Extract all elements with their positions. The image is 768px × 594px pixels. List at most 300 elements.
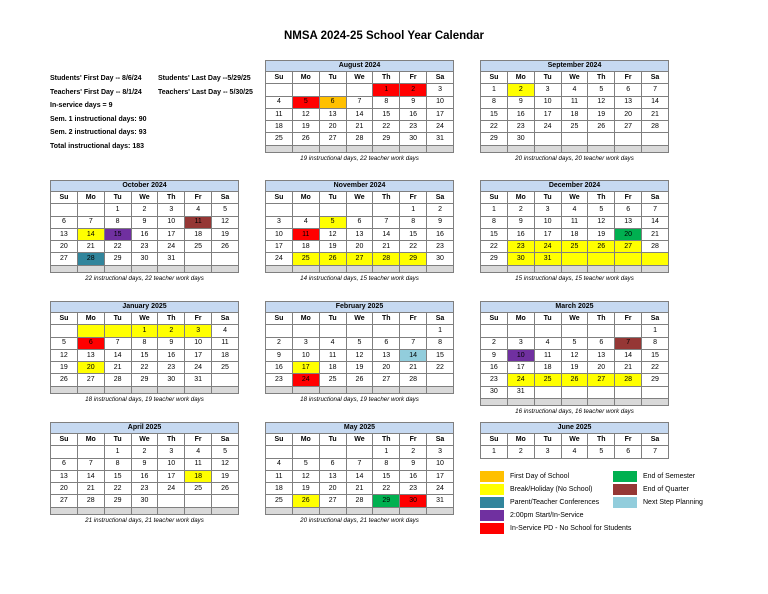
day-cell: 28 bbox=[400, 374, 427, 386]
weekday-header: Su bbox=[481, 434, 508, 446]
day-cell: 5 bbox=[588, 84, 615, 96]
day-cell: 17 bbox=[427, 108, 454, 120]
weekday-header: Tu bbox=[534, 72, 561, 84]
month-title: June 2025 bbox=[481, 423, 669, 434]
empty-cell bbox=[534, 325, 561, 337]
legend-swatch bbox=[480, 484, 504, 495]
day-cell: 8 bbox=[642, 337, 669, 349]
page-title: NMSA 2024-25 School Year Calendar bbox=[283, 30, 485, 42]
day-cell: 25 bbox=[266, 133, 293, 145]
day-cell: 4 bbox=[266, 96, 293, 108]
day-cell: 26 bbox=[212, 483, 239, 495]
day-cell: 1 bbox=[427, 325, 454, 337]
summary-text: Teachers' First Day -- 8/1/24 bbox=[50, 88, 142, 96]
month-title: March 2025 bbox=[481, 302, 669, 313]
day-cell: 18 bbox=[185, 470, 212, 482]
weekday-header: Mo bbox=[292, 434, 319, 446]
weekday-header: Th bbox=[373, 72, 400, 84]
spacer-cell bbox=[373, 507, 400, 514]
empty-cell bbox=[51, 204, 78, 216]
day-cell: 25 bbox=[185, 241, 212, 253]
empty-cell bbox=[507, 325, 534, 337]
day-cell: 7 bbox=[77, 216, 104, 228]
spacer-cell bbox=[319, 386, 346, 393]
day-cell: 31 bbox=[158, 253, 185, 265]
spacer-cell bbox=[427, 386, 454, 393]
spacer-cell bbox=[104, 386, 131, 393]
day-cell: 22 bbox=[400, 241, 427, 253]
day-cell: 29 bbox=[400, 253, 427, 265]
day-cell: 7 bbox=[642, 204, 669, 216]
day-cell: 30 bbox=[400, 495, 427, 507]
day-cell: 19 bbox=[51, 362, 78, 374]
day-cell: 26 bbox=[51, 374, 78, 386]
day-cell: 19 bbox=[588, 228, 615, 240]
day-cell: 26 bbox=[292, 133, 319, 145]
day-cell: 3 bbox=[427, 84, 454, 96]
day-cell: 17 bbox=[158, 228, 185, 240]
day-cell: 17 bbox=[158, 470, 185, 482]
day-cell: 1 bbox=[104, 204, 131, 216]
day-cell: 10 bbox=[534, 216, 561, 228]
day-cell: 2 bbox=[507, 446, 534, 458]
day-cell: 15 bbox=[427, 349, 454, 361]
day-cell: 14 bbox=[615, 349, 642, 361]
day-cell: 21 bbox=[400, 362, 427, 374]
day-cell: 31 bbox=[185, 374, 212, 386]
weekday-header: Tu bbox=[534, 434, 561, 446]
day-cell: 6 bbox=[77, 337, 104, 349]
day-cell: 27 bbox=[51, 253, 78, 265]
day-cell: 24 bbox=[427, 483, 454, 495]
empty-cell bbox=[346, 446, 373, 458]
day-cell: 6 bbox=[319, 458, 346, 470]
empty-cell bbox=[481, 325, 508, 337]
day-cell: 23 bbox=[266, 374, 293, 386]
day-cell: 10 bbox=[266, 228, 293, 240]
month-note: 18 instructional days, 19 teacher work days bbox=[300, 395, 419, 403]
day-cell: 7 bbox=[400, 337, 427, 349]
weekday-header: Su bbox=[481, 192, 508, 204]
spacer-cell bbox=[319, 145, 346, 152]
weekday-header: Sa bbox=[212, 192, 239, 204]
weekday-header: Sa bbox=[642, 72, 669, 84]
day-cell: 24 bbox=[534, 241, 561, 253]
day-cell: 26 bbox=[212, 241, 239, 253]
day-cell: 20 bbox=[319, 483, 346, 495]
summary-text: In-service days = 9 bbox=[50, 102, 113, 110]
empty-cell bbox=[319, 325, 346, 337]
month-title: May 2025 bbox=[266, 423, 454, 434]
day-cell: 19 bbox=[292, 121, 319, 133]
weekday-header: Fr bbox=[615, 72, 642, 84]
day-cell: 25 bbox=[534, 374, 561, 386]
day-cell: 30 bbox=[400, 133, 427, 145]
day-cell: 28 bbox=[104, 374, 131, 386]
day-cell: 23 bbox=[400, 121, 427, 133]
day-cell: 7 bbox=[77, 458, 104, 470]
day-cell: 22 bbox=[481, 241, 508, 253]
day-cell: 10 bbox=[158, 458, 185, 470]
day-cell: 25 bbox=[561, 241, 588, 253]
day-cell: 17 bbox=[534, 228, 561, 240]
weekday-header: We bbox=[346, 72, 373, 84]
spacer-cell bbox=[292, 507, 319, 514]
day-cell: 4 bbox=[266, 458, 293, 470]
empty-cell bbox=[319, 204, 346, 216]
day-cell: 30 bbox=[131, 253, 158, 265]
day-cell: 27 bbox=[615, 121, 642, 133]
day-cell: 3 bbox=[158, 204, 185, 216]
day-cell: 21 bbox=[373, 241, 400, 253]
weekday-header: Su bbox=[266, 192, 293, 204]
day-cell: 21 bbox=[346, 483, 373, 495]
empty-cell bbox=[319, 84, 346, 96]
month-calendar bbox=[50, 301, 239, 403]
day-cell: 27 bbox=[77, 374, 104, 386]
day-cell: 14 bbox=[346, 470, 373, 482]
day-cell: 5 bbox=[588, 204, 615, 216]
day-cell: 6 bbox=[51, 458, 78, 470]
day-cell: 27 bbox=[615, 241, 642, 253]
day-cell: 1 bbox=[131, 325, 158, 337]
weekday-header: Th bbox=[158, 192, 185, 204]
day-cell: 19 bbox=[346, 362, 373, 374]
legend-label: Break/Holiday (No School) bbox=[510, 486, 593, 493]
day-cell: 22 bbox=[373, 121, 400, 133]
spacer-cell bbox=[373, 386, 400, 393]
day-cell: 16 bbox=[400, 108, 427, 120]
day-cell: 24 bbox=[158, 483, 185, 495]
day-cell: 13 bbox=[319, 470, 346, 482]
day-cell: 8 bbox=[373, 458, 400, 470]
weekday-header: Sa bbox=[212, 313, 239, 325]
day-cell: 9 bbox=[400, 96, 427, 108]
day-cell: 4 bbox=[212, 325, 239, 337]
day-cell: 18 bbox=[212, 349, 239, 361]
day-cell: 5 bbox=[212, 204, 239, 216]
weekday-header: Su bbox=[481, 72, 508, 84]
empty-cell bbox=[427, 374, 454, 386]
day-cell: 15 bbox=[642, 349, 669, 361]
month-title: November 2024 bbox=[266, 181, 454, 192]
day-cell: 11 bbox=[266, 108, 293, 120]
day-cell: 27 bbox=[51, 495, 78, 507]
empty-cell bbox=[212, 495, 239, 507]
empty-cell bbox=[212, 374, 239, 386]
month-note: 20 instructional days, 21 teacher work days bbox=[300, 516, 419, 524]
spacer-cell bbox=[51, 265, 78, 272]
day-cell: 11 bbox=[561, 216, 588, 228]
weekday-header: Fr bbox=[615, 192, 642, 204]
spacer-cell bbox=[588, 145, 615, 152]
weekday-header: Sa bbox=[427, 192, 454, 204]
day-cell: 2 bbox=[158, 325, 185, 337]
spacer-cell bbox=[158, 386, 185, 393]
day-cell: 25 bbox=[561, 121, 588, 133]
month-calendar bbox=[50, 422, 239, 524]
empty-cell bbox=[292, 325, 319, 337]
legend-label: Parent/Teacher Conferences bbox=[510, 499, 600, 506]
day-cell: 9 bbox=[507, 96, 534, 108]
day-cell: 7 bbox=[104, 337, 131, 349]
day-cell: 14 bbox=[104, 349, 131, 361]
spacer-cell bbox=[292, 145, 319, 152]
day-cell: 5 bbox=[212, 446, 239, 458]
day-cell: 16 bbox=[507, 108, 534, 120]
day-cell: 15 bbox=[373, 108, 400, 120]
day-cell: 15 bbox=[481, 108, 508, 120]
month-title: February 2025 bbox=[266, 302, 454, 313]
day-cell: 16 bbox=[158, 349, 185, 361]
summary-row bbox=[50, 113, 253, 127]
day-cell: 23 bbox=[131, 483, 158, 495]
day-cell: 16 bbox=[427, 228, 454, 240]
day-cell: 8 bbox=[400, 216, 427, 228]
spacer-cell bbox=[615, 399, 642, 406]
day-cell: 22 bbox=[104, 241, 131, 253]
day-cell: 20 bbox=[77, 362, 104, 374]
legend-label: End of Quarter bbox=[643, 486, 689, 493]
day-cell: 1 bbox=[400, 204, 427, 216]
day-cell: 2 bbox=[400, 446, 427, 458]
spacer-cell bbox=[642, 265, 669, 272]
spacer-cell bbox=[104, 265, 131, 272]
weekday-header: Th bbox=[158, 313, 185, 325]
day-cell: 1 bbox=[104, 446, 131, 458]
day-cell: 26 bbox=[319, 253, 346, 265]
day-cell: 28 bbox=[77, 253, 104, 265]
empty-cell bbox=[534, 386, 561, 398]
day-cell: 15 bbox=[131, 349, 158, 361]
spacer-cell bbox=[642, 145, 669, 152]
spacer-cell bbox=[400, 145, 427, 152]
spacer-cell bbox=[292, 265, 319, 272]
day-cell: 16 bbox=[481, 362, 508, 374]
weekday-header: We bbox=[561, 434, 588, 446]
day-cell: 21 bbox=[104, 362, 131, 374]
empty-cell bbox=[185, 495, 212, 507]
day-cell: 4 bbox=[185, 204, 212, 216]
day-cell: 2 bbox=[131, 204, 158, 216]
legend-swatch bbox=[480, 471, 504, 482]
spacer-cell bbox=[346, 145, 373, 152]
day-cell: 10 bbox=[507, 349, 534, 361]
weekday-header: Mo bbox=[292, 313, 319, 325]
day-cell: 6 bbox=[615, 84, 642, 96]
empty-cell bbox=[534, 133, 561, 145]
spacer-cell bbox=[212, 386, 239, 393]
day-cell: 13 bbox=[615, 96, 642, 108]
summary-row bbox=[50, 86, 253, 100]
spacer-cell bbox=[77, 507, 104, 514]
day-cell: 13 bbox=[346, 228, 373, 240]
day-cell: 3 bbox=[427, 446, 454, 458]
day-cell: 8 bbox=[131, 337, 158, 349]
day-cell: 12 bbox=[588, 216, 615, 228]
day-cell: 9 bbox=[158, 337, 185, 349]
spacer-cell bbox=[77, 386, 104, 393]
day-cell: 20 bbox=[373, 362, 400, 374]
day-cell: 29 bbox=[373, 495, 400, 507]
day-cell: 9 bbox=[131, 458, 158, 470]
spacer-cell bbox=[212, 265, 239, 272]
spacer-cell bbox=[481, 265, 508, 272]
month-calendar bbox=[265, 301, 454, 403]
day-cell: 12 bbox=[212, 216, 239, 228]
weekday-header: Su bbox=[481, 313, 508, 325]
day-cell: 16 bbox=[131, 228, 158, 240]
day-cell: 26 bbox=[588, 121, 615, 133]
day-cell: 17 bbox=[507, 362, 534, 374]
day-cell: 29 bbox=[131, 374, 158, 386]
day-cell: 11 bbox=[185, 458, 212, 470]
spacer-cell bbox=[400, 386, 427, 393]
weekday-header: Fr bbox=[185, 434, 212, 446]
day-cell: 21 bbox=[77, 241, 104, 253]
weekday-header: Fr bbox=[400, 72, 427, 84]
empty-cell bbox=[292, 204, 319, 216]
weekday-header: Th bbox=[588, 313, 615, 325]
spacer-cell bbox=[51, 507, 78, 514]
weekday-header: We bbox=[561, 313, 588, 325]
spacer-cell bbox=[373, 265, 400, 272]
day-cell: 12 bbox=[588, 96, 615, 108]
day-cell: 21 bbox=[615, 362, 642, 374]
spacer-cell bbox=[185, 265, 212, 272]
spacer-cell bbox=[319, 507, 346, 514]
legend-swatch bbox=[613, 471, 637, 482]
day-cell: 3 bbox=[266, 216, 293, 228]
day-cell: 30 bbox=[507, 253, 534, 265]
day-cell: 28 bbox=[615, 374, 642, 386]
month-note: 21 instructional days, 21 teacher work days bbox=[85, 516, 204, 524]
day-cell: 25 bbox=[185, 483, 212, 495]
spacer-cell bbox=[346, 265, 373, 272]
day-cell: 25 bbox=[292, 253, 319, 265]
day-cell: 10 bbox=[534, 96, 561, 108]
month-title: April 2025 bbox=[51, 423, 239, 434]
day-cell: 7 bbox=[373, 216, 400, 228]
weekday-header: Sa bbox=[642, 434, 669, 446]
empty-cell bbox=[212, 253, 239, 265]
month-note: 19 instructional days, 22 teacher work days bbox=[300, 154, 419, 162]
day-cell: 3 bbox=[534, 204, 561, 216]
day-cell: 8 bbox=[427, 337, 454, 349]
day-cell: 29 bbox=[481, 133, 508, 145]
day-cell: 21 bbox=[346, 121, 373, 133]
weekday-header: Tu bbox=[104, 434, 131, 446]
legend-swatch bbox=[480, 497, 504, 508]
day-cell: 1 bbox=[481, 446, 508, 458]
weekday-header: Th bbox=[588, 192, 615, 204]
spacer-cell bbox=[615, 265, 642, 272]
empty-cell bbox=[588, 253, 615, 265]
day-cell: 19 bbox=[588, 108, 615, 120]
day-cell: 22 bbox=[104, 483, 131, 495]
day-cell: 13 bbox=[51, 470, 78, 482]
spacer-cell bbox=[266, 145, 293, 152]
spacer-cell bbox=[534, 265, 561, 272]
day-cell: 15 bbox=[373, 470, 400, 482]
day-cell: 14 bbox=[77, 470, 104, 482]
spacer-cell bbox=[104, 507, 131, 514]
day-cell: 13 bbox=[373, 349, 400, 361]
spacer-cell bbox=[427, 265, 454, 272]
day-cell: 3 bbox=[534, 84, 561, 96]
day-cell: 5 bbox=[292, 96, 319, 108]
day-cell: 18 bbox=[185, 228, 212, 240]
month-note: 18 instructional days, 19 teacher work days bbox=[85, 395, 204, 403]
day-cell: 1 bbox=[642, 325, 669, 337]
day-cell: 10 bbox=[292, 349, 319, 361]
day-cell: 26 bbox=[561, 374, 588, 386]
spacer-cell bbox=[292, 386, 319, 393]
spacer-cell bbox=[185, 507, 212, 514]
day-cell: 7 bbox=[642, 446, 669, 458]
spacer-cell bbox=[427, 507, 454, 514]
weekday-header: Fr bbox=[185, 313, 212, 325]
day-cell: 10 bbox=[427, 458, 454, 470]
empty-cell bbox=[292, 84, 319, 96]
day-cell: 3 bbox=[507, 337, 534, 349]
spacer-cell bbox=[642, 399, 669, 406]
day-cell: 4 bbox=[561, 446, 588, 458]
empty-cell bbox=[642, 386, 669, 398]
day-cell: 11 bbox=[292, 228, 319, 240]
day-cell: 12 bbox=[51, 349, 78, 361]
day-cell: 1 bbox=[373, 84, 400, 96]
weekday-header: Tu bbox=[104, 313, 131, 325]
day-cell: 10 bbox=[158, 216, 185, 228]
day-cell: 27 bbox=[588, 374, 615, 386]
day-cell: 13 bbox=[319, 108, 346, 120]
day-cell: 20 bbox=[346, 241, 373, 253]
empty-cell bbox=[266, 204, 293, 216]
weekday-header: Sa bbox=[427, 72, 454, 84]
spacer-cell bbox=[561, 265, 588, 272]
weekday-header: Th bbox=[373, 192, 400, 204]
day-cell: 7 bbox=[346, 96, 373, 108]
day-cell: 13 bbox=[588, 349, 615, 361]
day-cell: 21 bbox=[642, 108, 669, 120]
empty-cell bbox=[104, 325, 131, 337]
summary-text: Students' Last Day --5/29/25 bbox=[158, 75, 251, 82]
day-cell: 30 bbox=[158, 374, 185, 386]
weekday-header: We bbox=[561, 72, 588, 84]
day-cell: 16 bbox=[400, 470, 427, 482]
legend-swatch bbox=[613, 497, 637, 508]
spacer-cell bbox=[481, 399, 508, 406]
weekday-header: We bbox=[131, 192, 158, 204]
summary-text: Total instructional days: 183 bbox=[50, 142, 145, 150]
day-cell: 3 bbox=[158, 446, 185, 458]
day-cell: 18 bbox=[561, 108, 588, 120]
day-cell: 15 bbox=[104, 470, 131, 482]
day-cell: 26 bbox=[588, 241, 615, 253]
day-cell: 8 bbox=[481, 216, 508, 228]
day-cell: 5 bbox=[51, 337, 78, 349]
day-cell: 14 bbox=[77, 228, 104, 240]
weekday-header: Tu bbox=[319, 72, 346, 84]
month-note: 22 instructional days, 22 teacher work days bbox=[85, 274, 204, 282]
empty-cell bbox=[561, 253, 588, 265]
day-cell: 2 bbox=[427, 204, 454, 216]
day-cell: 16 bbox=[507, 228, 534, 240]
day-cell: 19 bbox=[319, 241, 346, 253]
legend-swatch bbox=[480, 523, 504, 534]
day-cell: 12 bbox=[292, 470, 319, 482]
